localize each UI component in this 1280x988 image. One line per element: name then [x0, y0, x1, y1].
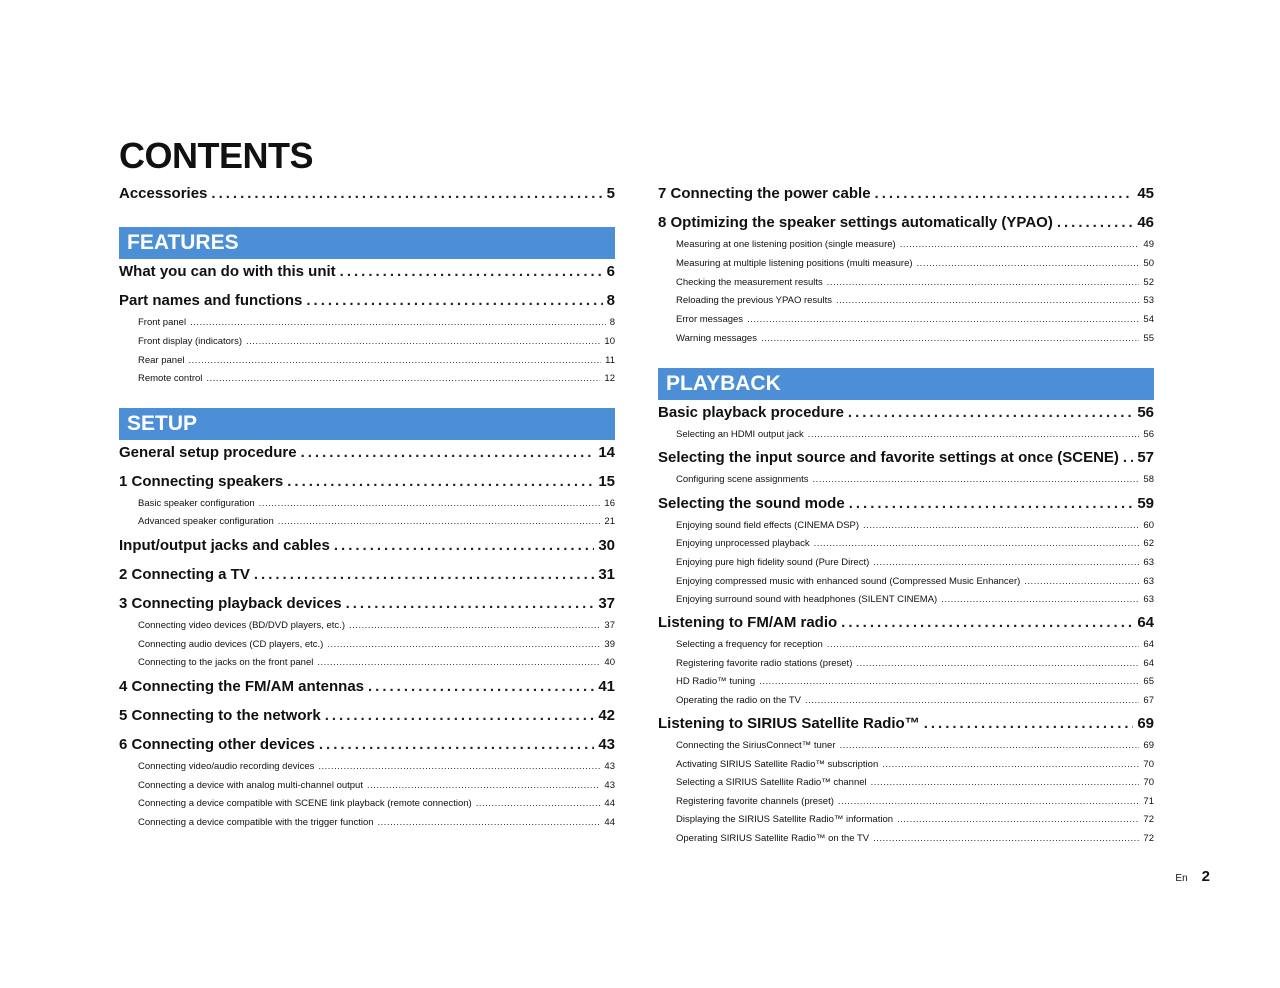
toc-subentry[interactable]: Displaying the SIRIUS Satellite Radio™ information ..... 72: [676, 814, 1154, 830]
toc-subentry[interactable]: Selecting a SIRIUS Satellite Radio™ channel ..... 70: [676, 777, 1154, 793]
page-footer: [1158, 868, 1210, 890]
toc-subentry[interactable]: Front panel ..... 8: [138, 317, 615, 333]
toc-subentry[interactable]: Operating the radio on the TV ..... 67: [676, 695, 1154, 711]
toc-subentry[interactable]: Connecting a device compatible with SCENE link playback (remote connection) ..... 44: [138, 798, 615, 814]
toc-subentry[interactable]: Remote control ..... 12: [138, 373, 615, 389]
toc-subentry[interactable]: Registering favorite channels (preset) ..... 71: [676, 796, 1154, 812]
language-label: En: [1175, 873, 1188, 884]
toc-entry[interactable]: 5 Connecting to the network ..... 42: [119, 707, 615, 731]
page-number: 2: [1201, 868, 1210, 885]
toc-subentry[interactable]: Enjoying pure high fidelity sound (Pure Direct) ..... 63: [676, 557, 1154, 573]
toc-subentry[interactable]: Warning messages ..... 55: [676, 333, 1154, 349]
toc-subentry[interactable]: Selecting a frequency for reception ..... 64: [676, 639, 1154, 655]
toc-subentry[interactable]: Enjoying surround sound with headphones (SILENT CINEMA) ..... 63: [676, 594, 1154, 610]
toc-subentry[interactable]: Checking the measurement results ..... 52: [676, 277, 1154, 293]
toc-subentry[interactable]: Advanced speaker configuration ..... 21: [138, 516, 615, 532]
toc-subentry[interactable]: HD Radio™ tuning ..... 65: [676, 676, 1154, 692]
toc-entry[interactable]: Selecting the sound mode ..... 59: [658, 495, 1154, 519]
toc-subentry[interactable]: Connecting to the jacks on the front panel ..... 40: [138, 657, 615, 673]
section-heading-features: FEATURES: [119, 227, 615, 259]
toc-subentry[interactable]: Measuring at one listening position (single measure) ..... 49: [676, 239, 1154, 255]
toc-entry[interactable]: 1 Connecting speakers ..... 15: [119, 473, 615, 497]
toc-subentry[interactable]: Reloading the previous YPAO results ..... 53: [676, 295, 1154, 311]
toc-entry[interactable]: 4 Connecting the FM/AM antennas ..... 41: [119, 678, 615, 702]
toc-subentry[interactable]: Error messages ..... 54: [676, 314, 1154, 330]
toc-subentry[interactable]: Front display (indicators) ..... 10: [138, 336, 615, 352]
toc-subentry[interactable]: Rear panel ..... 11: [138, 355, 615, 371]
toc-subentry[interactable]: Registering favorite radio stations (preset) ..... 64: [676, 658, 1154, 674]
toc-subentry[interactable]: Enjoying compressed music with enhanced sound (Compressed Music Enhancer) ..... 63: [676, 576, 1154, 592]
section-heading-setup: SETUP: [119, 408, 615, 440]
toc-subentry[interactable]: Enjoying sound field effects (CINEMA DSP) ..... 60: [676, 520, 1154, 536]
toc-subentry[interactable]: Measuring at multiple listening positions (multi measure) ..... 50: [676, 258, 1154, 274]
toc-entry[interactable]: 8 Optimizing the speaker settings automatically (YPAO) ..... 46: [658, 214, 1154, 238]
toc-subentry[interactable]: Basic speaker configuration ..... 16: [138, 498, 615, 514]
toc-entry[interactable]: 2 Connecting a TV ..... 31: [119, 566, 615, 590]
toc-entry[interactable]: 7 Connecting the power cable ..... 45: [658, 185, 1154, 209]
toc-entry[interactable]: What you can do with this unit ..... 6: [119, 263, 615, 287]
page-title: CONTENTS: [119, 135, 313, 176]
section-heading-playback: PLAYBACK: [658, 368, 1154, 400]
toc-entry[interactable]: Input/output jacks and cables ..... 30: [119, 537, 615, 561]
toc-entry[interactable]: Listening to FM/AM radio ..... 64: [658, 614, 1154, 638]
toc-entry[interactable]: Selecting the input source and favorite settings at once (SCENE) ..... 57: [658, 449, 1154, 473]
toc-entry[interactable]: 6 Connecting other devices ..... 43: [119, 736, 615, 760]
toc-subentry[interactable]: Connecting the SiriusConnect™ tuner ..... 69: [676, 740, 1154, 756]
toc-subentry[interactable]: Connecting audio devices (CD players, etc.) ..... 39: [138, 639, 615, 655]
toc-entry[interactable]: Part names and functions ..... 8: [119, 292, 615, 316]
toc-subentry[interactable]: Operating SIRIUS Satellite Radio™ on the TV ..... 72: [676, 833, 1154, 849]
toc-subentry[interactable]: Connecting video devices (BD/DVD players, etc.) ..... 37: [138, 620, 615, 636]
toc-entry-accessories[interactable]: Accessories ..... 5: [119, 185, 615, 209]
toc-subentry[interactable]: Enjoying unprocessed playback ..... 62: [676, 538, 1154, 554]
toc-entry[interactable]: Listening to SIRIUS Satellite Radio™ ..... 69: [658, 715, 1154, 739]
toc-subentry[interactable]: Connecting video/audio recording devices ..... 43: [138, 761, 615, 777]
toc-subentry[interactable]: Connecting a device compatible with the trigger function ..... 44: [138, 817, 615, 833]
toc-subentry[interactable]: Configuring scene assignments ..... 58: [676, 474, 1154, 490]
toc-subentry[interactable]: Activating SIRIUS Satellite Radio™ subscription ..... 70: [676, 759, 1154, 775]
toc-subentry[interactable]: Connecting a device with analog multi-channel output ..... 43: [138, 780, 615, 796]
toc-entry[interactable]: 3 Connecting playback devices ..... 37: [119, 595, 615, 619]
toc-entry[interactable]: General setup procedure ..... 14: [119, 444, 615, 468]
toc-subentry[interactable]: Selecting an HDMI output jack ..... 56: [676, 429, 1154, 445]
toc-entry[interactable]: Basic playback procedure ..... 56: [658, 404, 1154, 428]
